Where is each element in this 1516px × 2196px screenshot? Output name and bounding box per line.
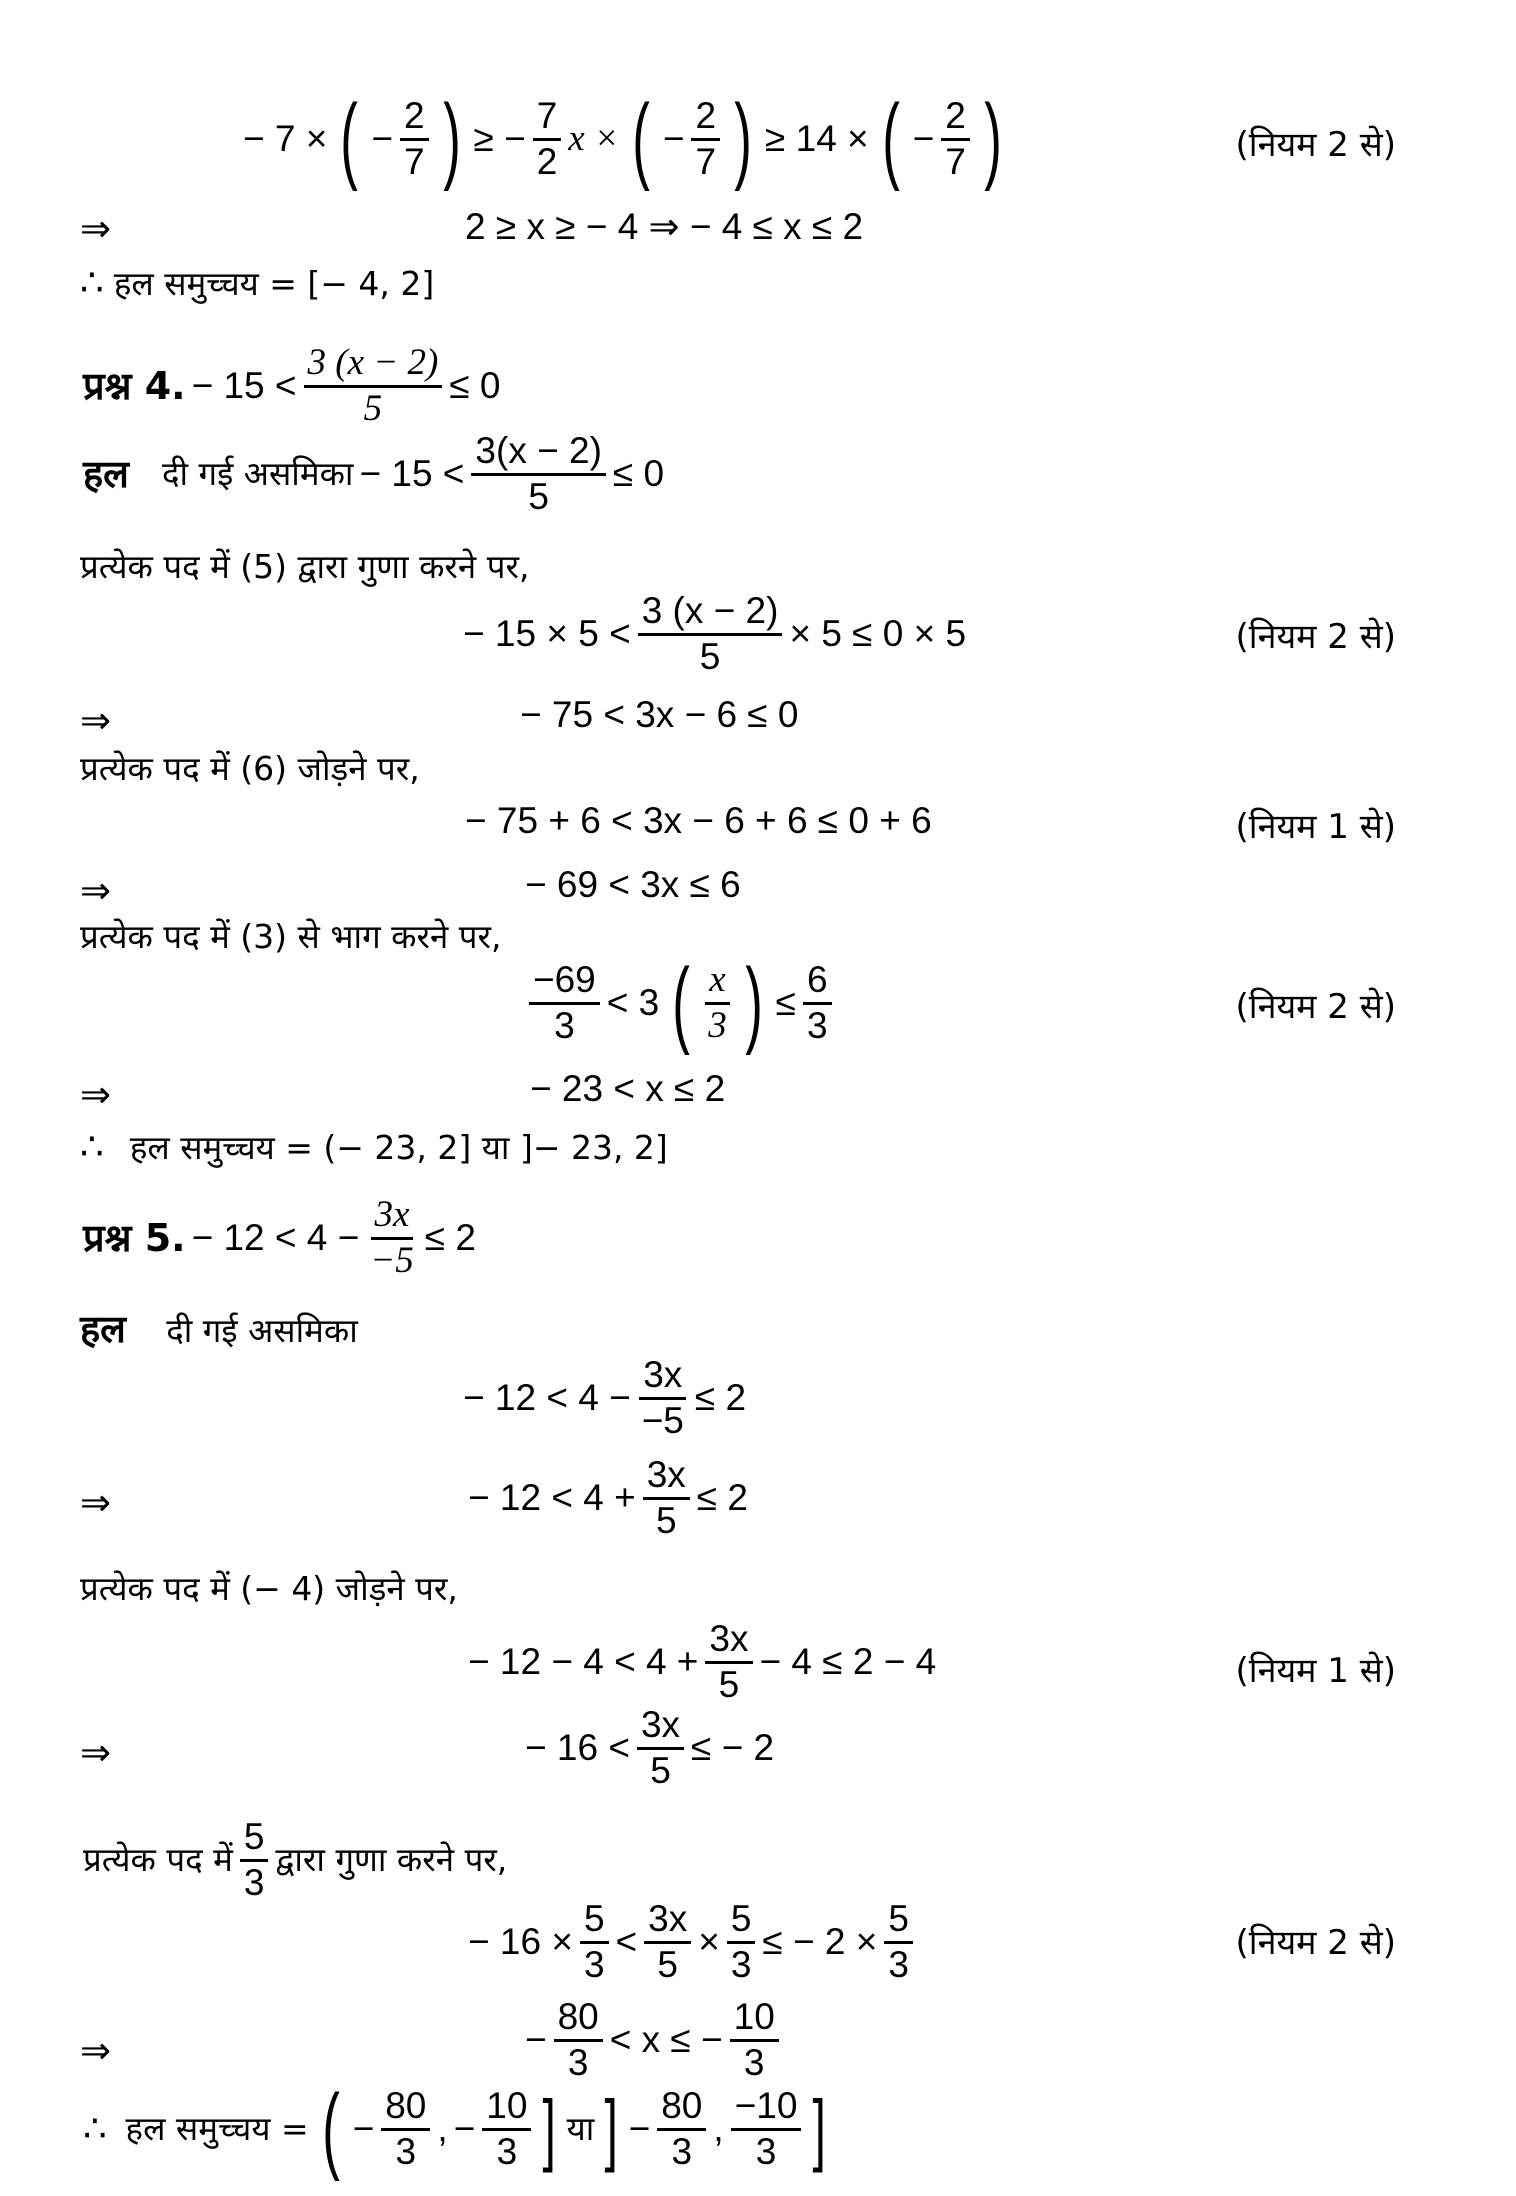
q5-line-1: − 12 < 4 − $\frac{3x}{-5}$ ≤ 2 [463, 1354, 747, 1441]
q4-answer: ∴ हल समुच्चय = (− 23, 2] या ]− 23, 2] [80, 1126, 668, 1167]
q4-solution-intro: हल दी गई असमिका − 15 < $\frac{3(x - 2)}{5}$ ≤ 0 [83, 430, 665, 517]
rule-note: (नियम 1 से) [1235, 807, 1396, 847]
fraction: $\frac{5}{3}$ [580, 1900, 609, 1985]
implies-symbol: ⇒ [80, 208, 112, 249]
q4-step1-text: प्रत्येक पद में (5) द्वारा गुणा करने पर, [80, 547, 530, 586]
fraction: $\frac{80}{3}$ [657, 2087, 706, 2172]
implies-symbol: ⇒ [80, 2030, 112, 2071]
fraction: $\frac{3x}{5}$ [705, 1620, 752, 1705]
q5-step2-result: − $\frac{80}{3}$ < x ≤ − $\frac{10}{3}$ [522, 1998, 783, 2083]
fraction: $\frac{80}{3}$ [381, 2087, 430, 2172]
q4-step1-eq: − 15 × 5 < $\frac{3 (x - 2)}{5}$ × 5 ≤ 0 × 5 [463, 590, 967, 677]
fraction: $\frac{3x}{-5}$ [370, 1194, 414, 1281]
rule-note: (नियम 1 से) [1235, 1651, 1396, 1691]
implies-symbol: ⇒ [80, 870, 112, 911]
implies-symbol: ⇒ [80, 1074, 112, 1115]
fraction: $\frac{-10}{3}$ [731, 2087, 802, 2172]
rule-note: (नियम 2 से) [1235, 125, 1396, 165]
rule-note: (नियम 2 से) [1235, 987, 1396, 1027]
q4-step2-text: प्रत्येक पद में (6) जोड़ने पर, [80, 749, 420, 788]
top-line-2: 2 ≥ x ≥ − 4 ⇒ − 4 ≤ x ≤ 2 [465, 206, 864, 247]
fraction: $\frac{6}{3}$ [803, 961, 832, 1046]
q5-line-2: − 12 < 4 + $\frac{3x}{5}$ ≤ 2 [468, 1454, 748, 1541]
fraction: $\frac{10}{3}$ [730, 1998, 779, 2083]
fraction: $\frac{10}{3}$ [482, 2087, 531, 2172]
fraction: $\frac{5}{3}$ [884, 1900, 913, 1985]
fraction: $\frac{3x}{5}$ [643, 1456, 690, 1541]
fraction: $\frac{5}{3}$ [240, 1818, 269, 1903]
fraction: $\frac{-69}{3}$ [529, 961, 600, 1046]
q5-step1-result: − 16 < $\frac{3x}{5}$ ≤ − 2 [525, 1704, 775, 1791]
q5-step1-text: प्रत्येक पद में (− 4) जोड़ने पर, [80, 1569, 458, 1608]
fraction: $\frac{2}{7}$ [691, 97, 720, 182]
q5-step2-eq: − 16 × $\frac{5}{3}$ < $\frac{3x}{5}$ × $\frac{5}{3}$ ≤ − 2 × $\frac{5}{3}$ [465, 1900, 917, 1985]
fraction: $\frac{3 (x - 2)}{5}$ [638, 592, 783, 677]
fraction: $\frac{3 (x - 2)}{5}$ [304, 344, 443, 429]
q5-step1-eq: − 12 − 4 < 4 + $\frac{3x}{5}$ − 4 ≤ 2 − 4 [468, 1618, 937, 1705]
top-answer: ∴ हल समुच्चय = [− 4, 2] [80, 262, 435, 303]
fraction: $\frac{3x}{5}$ [644, 1900, 691, 1985]
rule-note: (नियम 2 से) [1235, 617, 1396, 657]
q4-step3-eq: $\frac{-69}{3}$ < 3 ( $\frac{x}{3}$ ) ≤ $\frac{6}{3}$ [525, 960, 836, 1046]
question-4: प्रश्न 4. − 15 < $\frac{3 (x - 2)}{5}$ ≤ 0 [83, 342, 501, 429]
fraction: $\frac{2}{7}$ [400, 97, 429, 182]
question-5: प्रश्न 5. − 12 < 4 − $\frac{3x}{-5}$ ≤ 2 [83, 1194, 476, 1281]
fraction: $\frac{5}{3}$ [727, 1900, 756, 1985]
fraction: $\frac{3(x - 2)}{5}$ [471, 432, 605, 517]
fraction: $\frac{3x}{-5}$ [638, 1356, 688, 1441]
q4-step3-result: − 23 < x ≤ 2 [530, 1068, 726, 1109]
q4-step2-eq: − 75 + 6 < 3x − 6 + 6 ≤ 0 + 6 [465, 800, 932, 841]
q4-step3-text: प्रत्येक पद में (3) से भाग करने पर, [80, 917, 502, 956]
top-line-1: − 7 × ( − $\frac{2}{7}$ ) ≥ − $\frac{7}{2}$ x × ( − $\frac{2}{7}$ ) ≥ 14 × ( − $\frac{2}{7}$ ) [243, 85, 1002, 192]
fraction: $\frac{x}{3}$ [704, 961, 731, 1046]
q4-step1-result: − 75 < 3x − 6 ≤ 0 [520, 694, 799, 735]
fraction: $\frac{3x}{5}$ [637, 1706, 684, 1791]
q5-solution-intro: हल दी गई असमिका [80, 1307, 358, 1351]
implies-symbol: ⇒ [80, 1732, 112, 1773]
implies-symbol: ⇒ [80, 700, 112, 741]
q4-step2-result: − 69 < 3x ≤ 6 [525, 864, 741, 905]
rule-note: (नियम 2 से) [1235, 1923, 1396, 1963]
q5-answer: ∴ हल समुच्चय = ( − $\frac{80}{3}$ , − $\frac{10}{3}$ ] या ] − $\frac{80}{3}$ , $\frac{-10}{3}$ ] [83, 2075, 827, 2182]
implies-symbol: ⇒ [80, 1482, 112, 1523]
q5-step2-text: प्रत्येक पद में $\frac{5}{3}$ द्वारा गुणा करने पर, [83, 1816, 508, 1903]
fraction: $\frac{7}{2}$ [533, 97, 562, 182]
fraction: $\frac{80}{3}$ [554, 1998, 603, 2083]
fraction: $\frac{2}{7}$ [941, 97, 970, 182]
